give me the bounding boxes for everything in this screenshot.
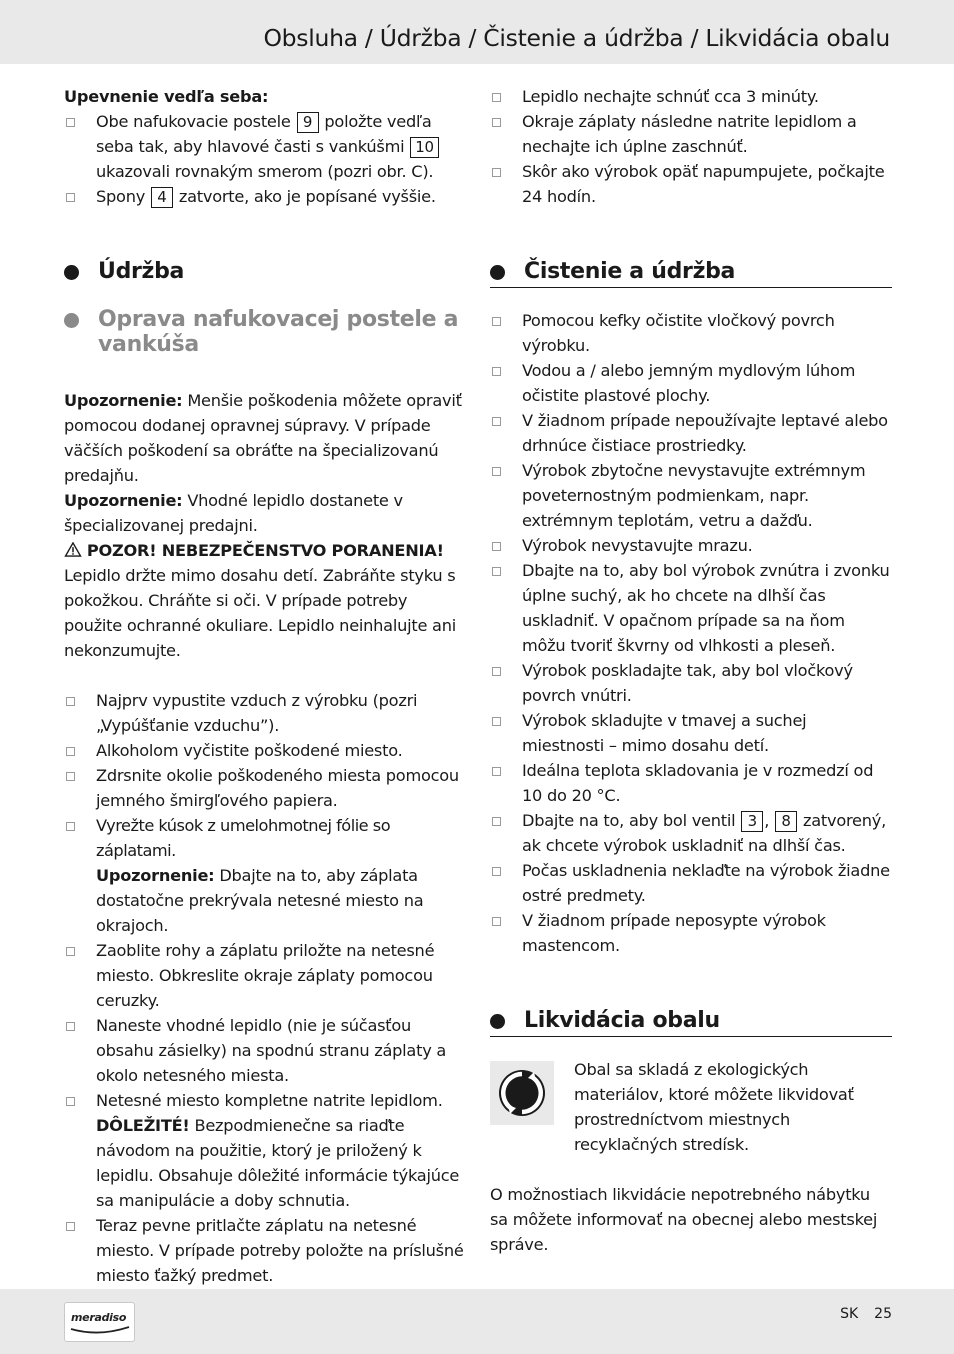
section-heading-disposal: Likvidácia obalu (490, 1006, 892, 1037)
list-item: Vyrežte kúsok z umelohmotnej fólie so záplatami. Upozornenie: Dbajte na to, aby záplata dostatočne prekrývala netesné miesto na okrajoch. (64, 813, 464, 938)
bullet-dot-icon (64, 265, 79, 280)
list-item: V žiadnom prípade nepoužívajte leptavé alebo drhnúce čistiace prostriedky. (490, 408, 892, 458)
logo-swoosh-icon (69, 1325, 131, 1335)
list-item: Okraje záplaty následne natrite lepidlom a nechajte ich úplne zaschnúť. (490, 109, 892, 159)
bullet-dot-icon (490, 1014, 505, 1029)
list-item: Výrobok skladujte v tmavej a suchej miestnosti – mimo dosahu detí. (490, 708, 892, 758)
disposal-info: O možnostiach likvidácie nepotrebného nábytku sa môžete informovať na obecnej alebo mestskej správe. (490, 1185, 878, 1254)
right-column (490, 84, 892, 1257)
list-item: Pomocou kefky očistite vločkový povrch výrobku. (490, 308, 892, 358)
bullet-dot-icon (64, 313, 79, 328)
page-title: Obsluha / Údržba / Čistenie a údržba / Likvidácia obalu (263, 24, 890, 52)
list-item: Zdrsnite okolie poškodeného miesta pomocou jemného šmirgľového papiera. (64, 763, 464, 813)
cleaning-list (490, 308, 892, 958)
recycling-green-dot-icon (490, 1061, 554, 1125)
list-item: Dbajte na to, aby bol výrobok zvnútra i zvonku úplne suchý, ak ho chcete na dlhší čas uskladniť. V opačnom prípade sa na ňom môžu tvoriť škvrny od vlhkosti a pleseň. (490, 558, 892, 658)
warning-triangle-icon (64, 542, 82, 557)
part-reference: 4 (151, 187, 173, 208)
list-item: Alkoholom vyčistite poškodené miesto. (64, 738, 464, 763)
list-item: Teraz pevne pritlačte záplatu na netesné miesto. V prípade potreby položte na príslušné miesto ťažký predmet. (64, 1213, 464, 1288)
brand-logo (64, 1302, 135, 1342)
note-paragraph: Upozornenie: Menšie poškodenia môžete opraviť pomocou dodanej opravnej súpravy. V prípade väčších poškodení sa obráťte na špecializovanú predajňu. (64, 391, 462, 485)
list-item: Naneste vhodné lepidlo (nie je súčasťou obsahu zásielky) na spodnú stranu záplaty a okolo netesného miesta. (64, 1013, 464, 1088)
list-item: Počas uskladnenia neklaďte na výrobok žiadne ostré predmety. (490, 858, 892, 908)
list-item: Výrobok zbytočne nevystavujte extrémnym poveternostným podmienkam, napr. extrémnym teplotám, vetru a dažďu. (490, 458, 892, 533)
section-heading-maintenance: Údržba (64, 257, 464, 287)
warning-paragraph: POZOR! NEBEZPEČENSTVO PORANENIA! Lepidlo držte mimo dosahu detí. Zabráňte styku s pokožkou. Chráňte si oči. V prípade potreby použite ochranné okuliare. Lepidlo neinhalujte ani nekonzumujte. (64, 541, 456, 660)
bullet-dot-icon (490, 265, 505, 280)
section-heading-cleaning: Čistenie a údržba (490, 257, 892, 288)
part-reference: 8 (775, 811, 797, 832)
part-reference: 9 (297, 112, 319, 133)
part-reference: 3 (741, 811, 763, 832)
disposal-block (490, 1057, 892, 1157)
logo-text: meradiso (71, 1311, 127, 1324)
list-item: Netesné miesto kompletne natrite lepidlom. DÔLEŽITÉ! Bezpodmienečne sa riaďte návodom na použitie, ktorý je priložený k lepidlu. Obsahuje dôležité informácie týkajúce sa manipulácie a doby schnutia. (64, 1088, 464, 1213)
disposal-text: Obal sa skladá z ekologických materiálov, ktoré môžete likvidovať prostredníctvom miestnych recyklačných stredísk. (574, 1060, 854, 1154)
repair-steps-list (64, 688, 464, 1288)
list-item: Dbajte na to, aby bol ventil 3 , 8 zatvorený, ak chcete výrobok uskladniť na dlhší čas. (490, 808, 892, 858)
left-column (64, 84, 464, 1288)
part-reference: 10 (410, 137, 439, 158)
list-item: Výrobok poskladajte tak, aby bol vločkový povrch vnútri. (490, 658, 892, 708)
list-item: Výrobok nevystavujte mrazu. (490, 533, 892, 558)
language-code: SK (840, 1306, 859, 1322)
list-item: Vodou a / alebo jemným mydlovým lúhom očistite plastové plochy. (490, 358, 892, 408)
page-number (840, 1306, 892, 1322)
list-item: Obe nafukovacie postele 9 položte vedľa seba tak, aby hlavové časti s vankúšmi 10 ukazovali rovnakým smerom (pozri obr. C). (64, 109, 464, 184)
side-by-side-list (64, 109, 464, 209)
list-item: V žiadnom prípade neposypte výrobok mastencom. (490, 908, 892, 958)
list-item: Lepidlo nechajte schnúť cca 3 minúty. (490, 84, 892, 109)
list-item: Zaoblite rohy a záplatu priložte na netesné miesto. Obkreslite okraje záplaty pomocou ceruzky. (64, 938, 464, 1013)
page-number-value: 25 (874, 1306, 892, 1322)
note-paragraph: Upozornenie: Vhodné lepidlo dostanete v špecializovanej predajni. (64, 491, 403, 535)
list-item: Spony 4 zatvorte, ako je popísané vyššie. (64, 184, 464, 209)
list-item: Ideálna teplota skladovania je v rozmedzí od 10 do 20 °C. (490, 758, 892, 808)
repair-steps-list-continued (490, 84, 892, 209)
list-item: Skôr ako výrobok opäť napumpujete, počkajte 24 hodín. (490, 159, 892, 209)
section-heading-repair: Oprava nafukovacej postele a vankúša (64, 307, 464, 357)
list-item: Najprv vypustite vzduch z výrobku (pozri „Vypúšťanie vzduchu”). (64, 688, 464, 738)
footer-bar (0, 1289, 954, 1354)
recycling-arrows-icon (490, 1061, 554, 1125)
side-by-side-heading: Upevnenie vedľa seba: (64, 87, 269, 106)
